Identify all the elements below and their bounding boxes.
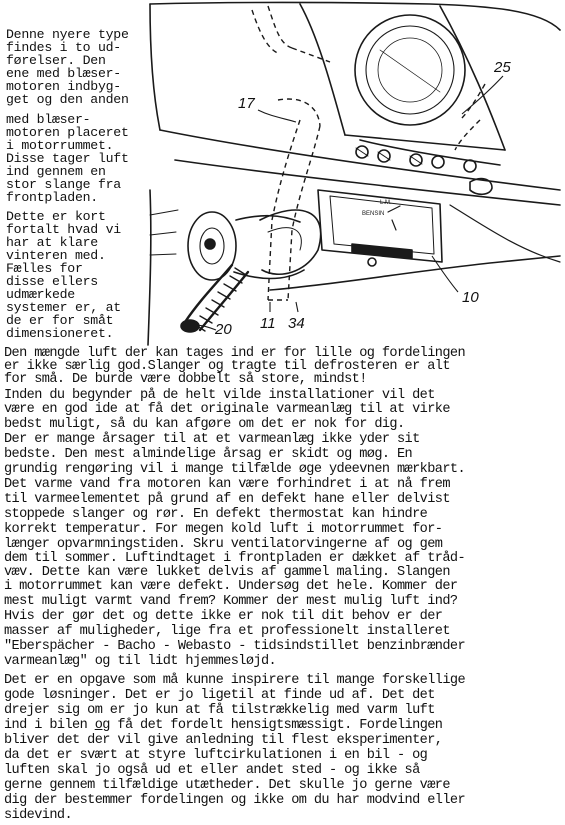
callout-25: 25 <box>494 59 511 76</box>
side-line: frontpladen. <box>6 190 98 205</box>
panel-label-top: L.M. <box>380 200 392 206</box>
side-line: stor slange fra <box>6 177 121 192</box>
underlined-word: og <box>94 718 110 733</box>
body-line: Det varme vand fra motoren kan være forhindret i at nå frem <box>4 477 450 492</box>
body-line: gerne gennem tilfældige utætheder. Det skulle jo gerne være <box>4 778 450 793</box>
text-after-underline: få det fordelt hensigtsmæssigt. Fordelingen <box>109 718 443 733</box>
side-line: med blæser- <box>6 112 91 127</box>
body-line: for små. De burde være dobbelt så store, mindst! <box>4 372 367 387</box>
side-line: motoren placeret <box>6 125 129 140</box>
side-line: fortalt hvad vi <box>6 222 121 237</box>
body-line: Der er mange årsager til at et varmeanlæg ikke yder sit <box>4 432 420 447</box>
side-line: i motorrummet. <box>6 138 114 153</box>
side-line: disse ellers <box>6 274 98 289</box>
body-line: bedste. Den mest almindelige årsag er skidt og møg. En <box>4 447 413 462</box>
body-line: væv. Dette kan være lukket delvis af gammel maling. Slangen <box>4 565 450 580</box>
side-line: systemer er, at <box>6 300 121 315</box>
body-line: i motorrummet kan være defekt. Undersøg det hele. Kommer der <box>4 579 458 594</box>
body-line: dig der bestemmer fordelingen og ikke om du har modvind eller <box>4 793 466 808</box>
dashboard-drawing <box>148 3 560 346</box>
side-line: de er for småt <box>6 313 114 328</box>
side-line: vinteren med. <box>6 248 106 263</box>
panel-label-bottom: BENSIN <box>362 211 385 217</box>
callout-17: 17 <box>238 95 255 112</box>
side-line: har at klare <box>6 235 98 250</box>
side-line: Disse tager luft <box>6 151 129 166</box>
side-line: motoren indbyg- <box>6 79 121 94</box>
body-line: korrekt temperatur. For megen kold luft i motorrummet for- <box>4 522 443 537</box>
side-line: ene med blæser- <box>6 66 121 81</box>
body-line: varmeanlæg" og til lidt hjemmesløjd. <box>4 654 277 669</box>
body-line: er ikke særlig god.Slanger og tragte til defrosteren er alt <box>4 359 450 374</box>
body-line: Hvis der gør det og dette ikke er nok til dit behov er der <box>4 609 443 624</box>
side-line: Denne nyere type <box>6 27 129 42</box>
body-line: bliver det der vil give anledning til flest eksperimenter, <box>4 733 443 748</box>
callout-leaders <box>192 76 503 330</box>
body-line: være en god ide at få det originale varmeanlæg til at virke <box>4 402 450 417</box>
callout-11: 11 <box>260 315 276 332</box>
callout-34: 34 <box>288 315 305 332</box>
side-line: ind gennem en <box>6 164 106 179</box>
body-line: til varmeelementet på grund af en defekt hane eller delvist <box>4 492 450 507</box>
body-line: grundig rengøring vil i mange tilfælde øge ydeevnen mærkbart. <box>4 462 466 477</box>
body-line: længer opvarmningstiden. Skru ventilatorvingerne af og gem <box>4 537 443 552</box>
body-line: bedst muligt, så du kan afgøre om det er nok for dig. <box>4 417 405 432</box>
body-line: mest muligt varmt vand frem? Kommer der mest mulig luft ind? <box>4 594 458 609</box>
body-line-with-underline <box>4 719 442 733</box>
body-line: Inden du begynder på de helt vilde installationer vil det <box>4 388 435 403</box>
callout-20: 20 <box>215 321 232 338</box>
side-line: dimensioneret. <box>6 326 114 341</box>
side-line: førelser. Den <box>6 53 106 68</box>
side-line: get og den anden <box>6 92 129 107</box>
body-line: gode løsninger. Det er jo ligetil at finde ud af. Det det <box>4 688 435 703</box>
body-line: stoppede slanger og rør. En defekt thermostat kan hindre <box>4 507 428 522</box>
side-line: Dette er kort <box>6 209 106 224</box>
body-line: Det er en opgave som må kunne inspirere til mange forskellige <box>4 673 466 688</box>
body-line: dem til sommer. Luftindtaget i frontpladen er dækket af tråd- <box>4 551 466 566</box>
text-before-underline: ind i bilen <box>4 718 95 733</box>
body-line: Den mængde luft der kan tages ind er for lille og fordelingen <box>4 346 466 361</box>
side-line: udmærkede <box>6 287 75 302</box>
body-line: masser af muligheder, lige fra et professionelt installeret <box>4 624 450 639</box>
side-line: findes i to ud- <box>6 40 121 55</box>
callout-10: 10 <box>462 289 479 306</box>
body-line: luften skal jo også ud et eller andet sted - og ikke så <box>4 763 420 778</box>
body-line: sidevind. <box>4 808 73 823</box>
body-line: "Eberspächer - Bacho - Webasto - tidsindstillet benzinbrænder <box>4 639 466 654</box>
body-line: drejer sig om er jo kun at få tilstrækkelig med varm luft <box>4 703 435 718</box>
side-line: Fælles for <box>6 261 83 276</box>
body-line: da det er svært at styre luftcirkulationen i en bil - og <box>4 748 428 763</box>
